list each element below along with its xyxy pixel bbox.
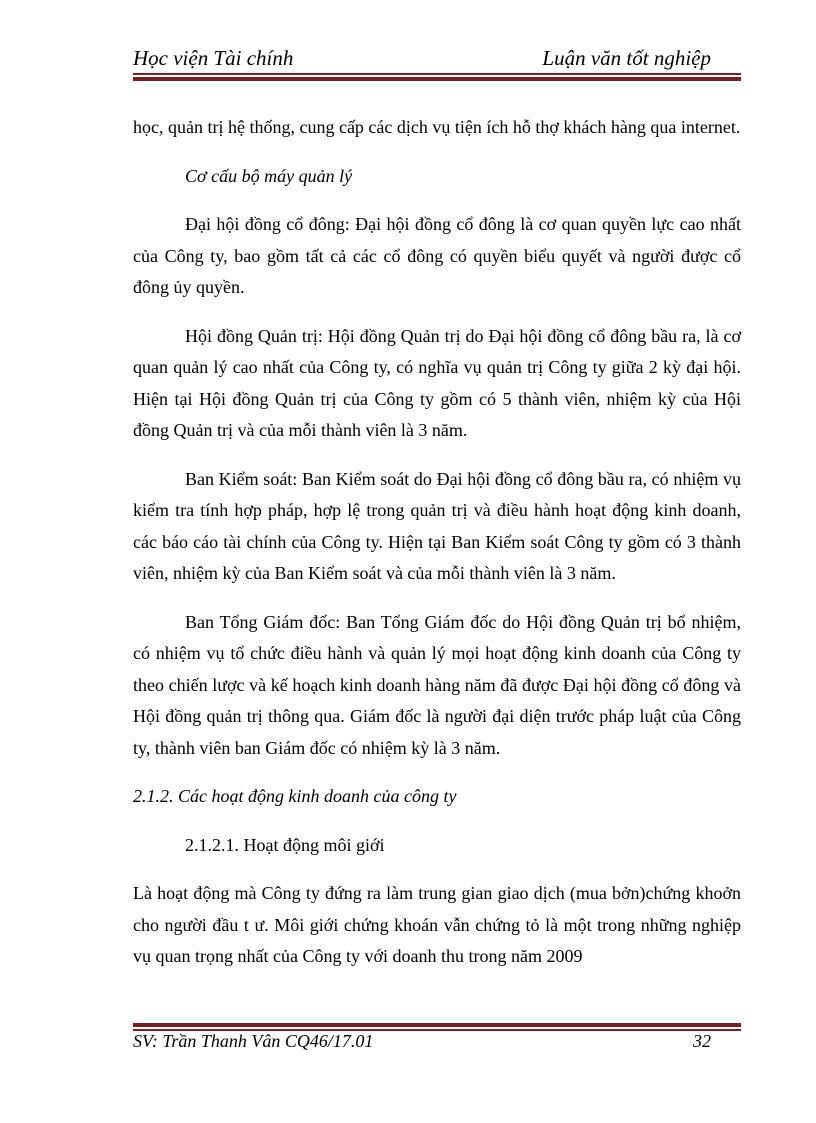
header-document-type: Luận văn tốt nghiệp bbox=[542, 46, 711, 70]
header-institution: Học viện Tài chính bbox=[133, 46, 294, 70]
paragraph-board-of-directors: Hội đồng Quản trị: Hội đồng Quản trị do Đại hội đồng cổ đông bầu ra, là cơ quan quản lý cao nhất của Công ty, có nghĩa vụ quản trị Công ty giữa 2 kỳ đại hội. Hiện tại Hội đồng Quản trị của Công ty gồm có 5 thành viên, nhiệm kỳ của Hội đồng Quản trị và của mỗi thành viên là 3 năm. bbox=[133, 325, 741, 440]
page-body bbox=[133, 112, 741, 973]
header-rule bbox=[133, 73, 741, 81]
paragraph-continuation: học, quản trị hệ thống, cung cấp các dịch vụ tiện ích hỗ thợ khách hàng qua internet. bbox=[133, 117, 741, 137]
page-footer bbox=[133, 1031, 741, 1059]
page-header bbox=[133, 46, 741, 74]
paragraph-brokerage: Là hoạt động mà Công ty đứng ra làm trung gian giao dịch (mua bởn)chứng khoởn cho người đầu t ư. Môi giới chứng khoán vẫn chứng tỏ là một trong những nghiệp vụ quan trọng nhất của Công ty với doanh thu trong năm 2009 bbox=[133, 883, 741, 966]
subsection-heading-brokerage: 2.1.2.1. Hoạt động môi giới bbox=[185, 834, 385, 855]
section-subheading-management: Cơ cấu bộ máy quản lý bbox=[185, 165, 353, 186]
paragraph-executive-board: Ban Tổng Giám đốc: Ban Tổng Giám đốc do Hội đồng Quản trị bổ nhiệm, có nhiệm vụ tổ chức điều hành và quản lý mọi hoạt động kinh doanh của Công ty theo chiến lược và kế hoạch kinh doanh hàng năm đã được Đại hội đồng cổ đông và Hội đồng quản trị thông qua. Giám đốc là người đại diện trước pháp luật của Công ty, thành viên ban Giám đốc có nhiệm kỳ là 3 năm. bbox=[133, 611, 741, 758]
page-number: 32 bbox=[693, 1031, 711, 1051]
section-heading-business-activities: 2.1.2. Các hoạt động kinh doanh của công ty bbox=[133, 786, 457, 806]
paragraph-supervisory-board: Ban Kiểm soát: Ban Kiểm soát do Đại hội đồng cổ đông bầu ra, có nhiệm vụ kiểm tra tính hợp pháp, hợp lệ trong quản trị và điều hành hoạt động kinh doanh, các báo cáo tài chính của Công ty. Hiện tại Ban Kiểm soát Công ty gồm có 3 thành viên, nhiệm kỳ của Ban Kiểm soát và của mỗi thành viên là 3 năm. bbox=[133, 468, 741, 583]
footer-student-info: SV: Trần Thanh Vân CQ46/17.01 bbox=[133, 1031, 374, 1051]
paragraph-shareholders-meeting: Đại hội đồng cổ đông: Đại hội đồng cổ đông là cơ quan quyền lực cao nhất của Công ty, bao gồm tất cả các cổ đông có quyền biểu quyết và người được cổ đông ủy quyền. bbox=[133, 214, 741, 297]
footer-rule bbox=[133, 1023, 741, 1031]
